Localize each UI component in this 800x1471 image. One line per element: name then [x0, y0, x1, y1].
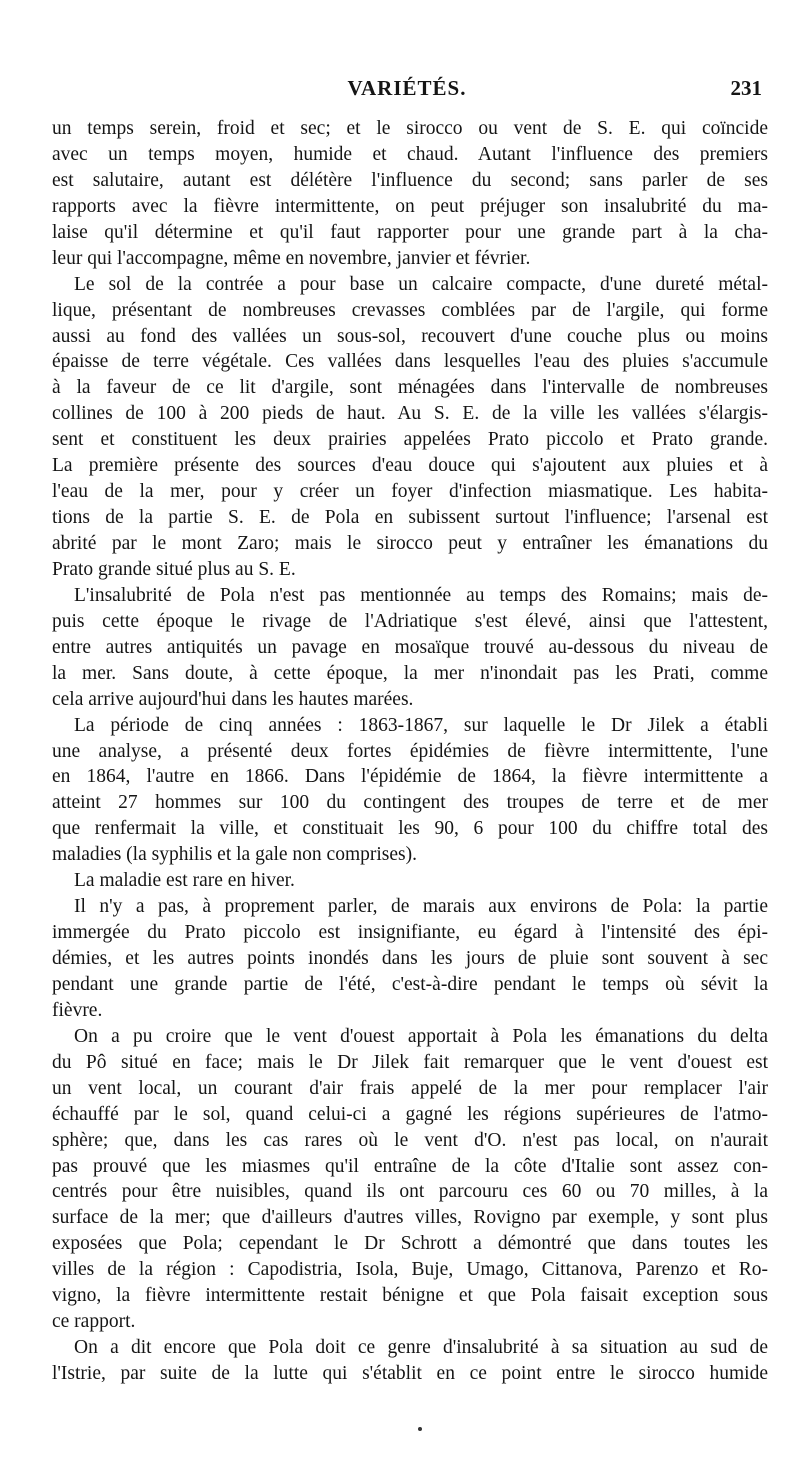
running-head — [52, 76, 762, 104]
text-line: maladies (la syphilis et la gale non comprises). — [52, 844, 417, 866]
body-text — [52, 116, 768, 1387]
text-line: immergée du Prato piccolo est insignifiante, eu égard à l'intensité des épi- — [52, 922, 768, 944]
text-line: lique, présentant de nombreuses crevasses comblées par de l'argile, qui forme — [52, 299, 768, 321]
text-line: centrés pour être nuisibles, quand ils ont parcouru ces 60 ou 70 milles, à la — [52, 1181, 768, 1203]
text-line: exposées que Pola; cependant le Dr Schrott a démontré que dans toutes les — [52, 1233, 768, 1255]
text-line: entre autres antiquités un pavage en mosaïque trouvé au-dessous du niveau de — [52, 636, 768, 658]
text-line: pendant une grande partie de l'été, c'est-à-dire pendant le temps où sévit la — [52, 973, 768, 995]
text-line: en 1864, l'autre en 1866. Dans l'épidémie de 1864, la fièvre intermittente a — [52, 766, 768, 788]
text-line: villes de la région : Capodistria, Isola, Buje, Umago, Cittanova, Parenzo et Ro- — [52, 1259, 768, 1281]
text-line: La période de cinq années : 1863-1867, sur laquelle le Dr Jilek a établi — [74, 714, 768, 736]
text-line: L'insalubrité de Pola n'est pas mentionnée au temps des Romains; mais de- — [74, 584, 768, 606]
text-line: Il n'y a pas, à proprement parler, de marais aux environs de Pola: la partie — [74, 896, 768, 918]
text-line: surface de la mer; que d'ailleurs d'autres villes, Rovigno par exemple, y sont plus — [52, 1207, 768, 1229]
text-line: On a pu croire que le vent d'ouest apportait à Pola les émanations du delta — [74, 1025, 768, 1047]
text-line: à la faveur de ce lit d'argile, sont ménagées dans l'intervalle de nombreuses — [52, 377, 768, 399]
text-line: est salutaire, autant est délétère l'influence du second; sans parler de ses — [52, 169, 768, 191]
text-line: leur qui l'accompagne, même en novembre, janvier et février. — [52, 247, 531, 269]
text-line: l'Istrie, par suite de la lutte qui s'établit en ce point entre le sirocco humide — [52, 1363, 768, 1384]
text-line: atteint 27 hommes sur 100 du contingent des troupes de terre et de mer — [52, 792, 768, 814]
text-line: Le sol de la contrée a pour base un calcaire compacte, d'une dureté métal- — [74, 273, 768, 295]
print-speck — [418, 1427, 422, 1431]
text-line: vigno, la fièvre intermittente restait bénigne et que Pola faisait exception sous — [52, 1285, 768, 1307]
text-line: cela arrive aujourd'hui dans les hautes marées. — [52, 688, 414, 710]
text-line: tions de la partie S. E. de Pola en subissent surtout l'influence; l'arsenal est — [52, 507, 768, 529]
text-line: un temps serein, froid et sec; et le sirocco ou vent de S. E. qui coïncide — [52, 118, 768, 139]
text-line: démies, et les autres points inondés dans les jours de pluie sont souvent à sec — [52, 948, 768, 969]
text-line: échauffé par le sol, quand celui-ci a gagné les régions supérieures de l'atmo- — [52, 1103, 768, 1125]
text-line: sphère; que, dans les cas rares où le vent d'O. n'est pas local, on n'aurait — [52, 1129, 768, 1151]
text-line: Prato grande situé plus au S. E. — [52, 558, 296, 580]
text-line: rapports avec la fièvre intermittente, on peut préjuger son insalubrité du ma- — [52, 195, 768, 217]
text-line: que renfermait la ville, et constituait les 90, 6 pour 100 du chiffre total des — [52, 818, 768, 840]
text-line: fièvre. — [52, 999, 103, 1021]
text-line: un vent local, un courant d'air frais appelé de la mer pour remplacer l'air — [52, 1077, 768, 1099]
text-line: abrité par le mont Zaro; mais le sirocco peut y entraîner les émanations du — [52, 533, 768, 554]
text-line: puis cette époque le rivage de l'Adriatique s'est élevé, ainsi que l'attestent, — [52, 610, 768, 632]
text-line: La maladie est rare en hiver. — [74, 870, 295, 892]
text-line: laise qu'il détermine et qu'il faut rapporter pour une grande part à la cha- — [52, 221, 768, 243]
text-line: l'eau de la mer, pour y créer un foyer d'infection miasmatique. Les habita- — [52, 481, 768, 503]
text-line: sent et constituent les deux prairies appelées Prato piccolo et Prato grande. — [52, 429, 768, 451]
text-line: pas prouvé que les miasmes qu'il entraîne de la côte d'Italie sont assez con- — [52, 1155, 768, 1177]
running-title: VARIÉTÉS. — [347, 76, 467, 100]
text-line: On a dit encore que Pola doit ce genre d'insalubrité à sa situation au sud de — [74, 1337, 768, 1359]
page-number: 231 — [730, 76, 762, 100]
text-line: du Pô situé en face; mais le Dr Jilek fait remarquer que le vent d'ouest est — [52, 1051, 768, 1073]
text-line: une analyse, a présenté deux fortes épidémies de fièvre intermittente, l'une — [52, 740, 768, 762]
text-line: aussi au fond des vallées un sous-sol, recouvert d'une couche plus ou moins — [52, 325, 768, 347]
text-line: avec un temps moyen, humide et chaud. Autant l'influence des premiers — [52, 143, 768, 165]
text-line: la mer. Sans doute, à cette époque, la mer n'inondait pas les Prati, comme — [52, 662, 768, 684]
text-line: épaisse de terre végétale. Ces vallées dans lesquelles l'eau des pluies s'accumule — [52, 351, 768, 373]
text-line: collines de 100 à 200 pieds de haut. Au S. E. de la ville les vallées s'élargis- — [52, 403, 768, 425]
text-line: La première présente des sources d'eau douce qui s'ajoutent aux pluies et à — [52, 455, 768, 477]
text-line: ce rapport. — [52, 1311, 136, 1333]
